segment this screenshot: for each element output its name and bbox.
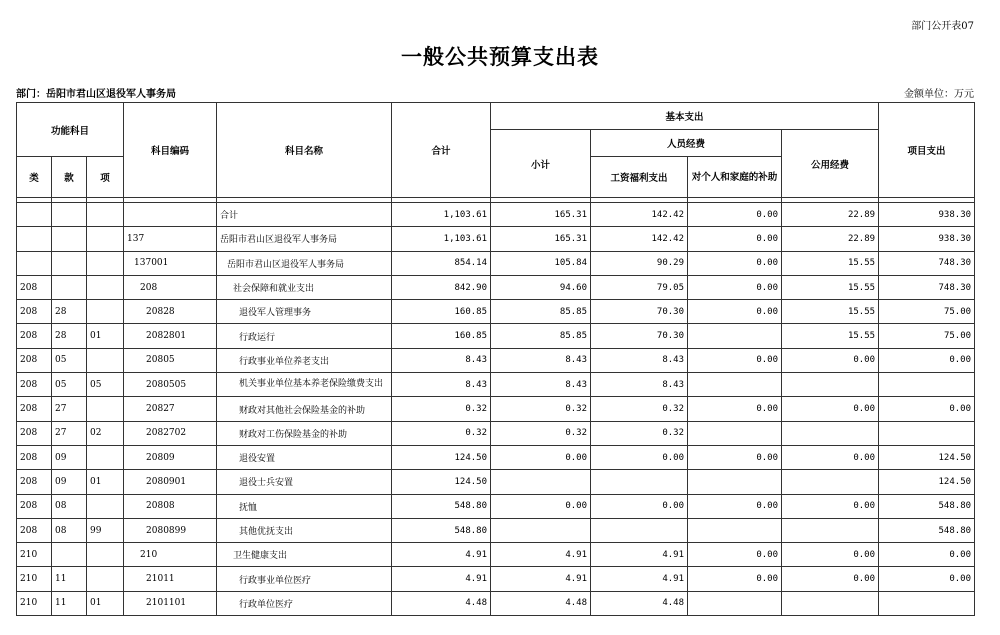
cell-xiang: [87, 567, 124, 591]
cell-subtotal: 0.32: [491, 397, 591, 421]
cell-subtotal: 4.91: [491, 543, 591, 567]
cell-code: 20809: [124, 445, 217, 469]
cell-project: 748.30: [879, 251, 975, 275]
cell-subtotal: [491, 470, 591, 494]
cell-lei: 208: [17, 421, 52, 445]
cell-public: 0.00: [782, 445, 879, 469]
cell-public: 0.00: [782, 543, 879, 567]
cell-kuan: [52, 275, 87, 299]
cell-salary: 0.32: [591, 397, 688, 421]
cell-total: 4.91: [392, 567, 491, 591]
cell-total: 4.48: [392, 591, 491, 615]
cell-total: 1,103.61: [392, 203, 491, 227]
cell-salary: 0.00: [591, 494, 688, 518]
cell-total: 0.32: [392, 421, 491, 445]
cell-name: 退役安置: [217, 445, 392, 469]
cell-kuan: 08: [52, 518, 87, 542]
cell-code: 2080901: [124, 470, 217, 494]
cell-name: 行政事业单位医疗: [217, 567, 392, 591]
header-basic: 基本支出: [491, 103, 879, 130]
cell-subsidy: [688, 421, 782, 445]
cell-lei: 208: [17, 275, 52, 299]
cell-public: [782, 591, 879, 615]
cell-name: 行政单位医疗: [217, 591, 392, 615]
cell-name: 其他优抚支出: [217, 518, 392, 542]
cell-project: 75.00: [879, 300, 975, 324]
cell-name: 退役士兵安置: [217, 470, 392, 494]
header-kuan: 款: [52, 157, 87, 198]
cell-subsidy: 0.00: [688, 203, 782, 227]
cell-subsidy: [688, 518, 782, 542]
cell-total: 8.43: [392, 373, 491, 397]
cell-salary: 70.30: [591, 300, 688, 324]
table-row: [17, 227, 975, 251]
cell-code: 2080899: [124, 518, 217, 542]
table-row: [17, 373, 975, 397]
cell-project: 548.80: [879, 494, 975, 518]
cell-lei: 208: [17, 300, 52, 324]
table-row: [17, 203, 975, 227]
cell-subsidy: 0.00: [688, 397, 782, 421]
cell-lei: 210: [17, 543, 52, 567]
cell-subsidy: 0.00: [688, 494, 782, 518]
cell-salary: 79.05: [591, 275, 688, 299]
cell-public: [782, 421, 879, 445]
cell-project: [879, 591, 975, 615]
cell-project: [879, 421, 975, 445]
cell-code: 2101101: [124, 591, 217, 615]
cell-kuan: 09: [52, 470, 87, 494]
header-total: 合计: [392, 103, 491, 198]
cell-total: 548.80: [392, 494, 491, 518]
cell-total: 4.91: [392, 543, 491, 567]
cell-lei: 208: [17, 445, 52, 469]
cell-salary: 90.29: [591, 251, 688, 275]
cell-xiang: [87, 203, 124, 227]
cell-lei: 208: [17, 470, 52, 494]
cell-project: 748.30: [879, 275, 975, 299]
cell-xiang: [87, 348, 124, 372]
header-func: 功能科目: [17, 103, 124, 157]
cell-project: 0.00: [879, 567, 975, 591]
cell-kuan: 09: [52, 445, 87, 469]
header-salary: 工资福利支出: [591, 157, 688, 198]
cell-public: 22.89: [782, 227, 879, 251]
cell-kuan: 28: [52, 300, 87, 324]
cell-subtotal: 4.48: [491, 591, 591, 615]
cell-name: 财政对工伤保险基金的补助: [217, 421, 392, 445]
table-row: [17, 300, 975, 324]
cell-lei: [17, 251, 52, 275]
cell-kuan: 05: [52, 373, 87, 397]
cell-subsidy: [688, 324, 782, 348]
header-subtotal: 小计: [491, 130, 591, 198]
cell-lei: 208: [17, 397, 52, 421]
page-title: 一般公共预算支出表: [401, 44, 599, 69]
cell-salary: 70.30: [591, 324, 688, 348]
cell-xiang: [87, 300, 124, 324]
cell-subtotal: 85.85: [491, 324, 591, 348]
cell-salary: 142.42: [591, 203, 688, 227]
cell-salary: 4.48: [591, 591, 688, 615]
header-project: 项目支出: [879, 103, 975, 198]
cell-kuan: 27: [52, 421, 87, 445]
cell-subtotal: 94.60: [491, 275, 591, 299]
cell-project: 124.50: [879, 445, 975, 469]
cell-xiang: 01: [87, 324, 124, 348]
unit-label: 金额单位：万元: [904, 89, 974, 100]
cell-total: 8.43: [392, 348, 491, 372]
cell-kuan: [52, 203, 87, 227]
table-row: [17, 470, 975, 494]
cell-name: 机关事业单位基本养老保险缴费支出: [217, 373, 392, 397]
table-row: [17, 567, 975, 591]
cell-code: 20828: [124, 300, 217, 324]
cell-project: 124.50: [879, 470, 975, 494]
cell-total: 548.80: [392, 518, 491, 542]
cell-name: 岳阳市君山区退役军人事务局: [217, 251, 392, 275]
cell-kuan: [52, 543, 87, 567]
cell-subsidy: 0.00: [688, 543, 782, 567]
cell-subsidy: [688, 470, 782, 494]
cell-total: 0.32: [392, 397, 491, 421]
table-row: [17, 591, 975, 615]
table-row: [17, 421, 975, 445]
header-personnel: 人员经费: [591, 130, 782, 157]
cell-xiang: [87, 275, 124, 299]
cell-total: 842.90: [392, 275, 491, 299]
cell-kuan: 11: [52, 567, 87, 591]
cell-public: 22.89: [782, 203, 879, 227]
cell-subtotal: 0.32: [491, 421, 591, 445]
cell-name: 社会保障和就业支出: [217, 275, 392, 299]
cell-xiang: [87, 227, 124, 251]
cell-code: 20808: [124, 494, 217, 518]
cell-public: 0.00: [782, 397, 879, 421]
cell-xiang: [87, 445, 124, 469]
cell-subsidy: [688, 373, 782, 397]
cell-public: 15.55: [782, 275, 879, 299]
cell-name: 财政对其他社会保险基金的补助: [217, 397, 392, 421]
cell-name: 抚恤: [217, 494, 392, 518]
cell-public: [782, 470, 879, 494]
cell-salary: 0.00: [591, 445, 688, 469]
cell-code: 2082801: [124, 324, 217, 348]
cell-salary: 0.32: [591, 421, 688, 445]
table-row: [17, 445, 975, 469]
cell-subtotal: 165.31: [491, 203, 591, 227]
cell-subtotal: 0.00: [491, 494, 591, 518]
table-body: [17, 198, 975, 616]
cell-lei: 210: [17, 567, 52, 591]
table-row: [17, 543, 975, 567]
cell-subtotal: 8.43: [491, 348, 591, 372]
table-row: [17, 348, 975, 372]
cell-salary: [591, 518, 688, 542]
cell-name: 卫生健康支出: [217, 543, 392, 567]
cell-name: 退役军人管理事务: [217, 300, 392, 324]
cell-salary: 142.42: [591, 227, 688, 251]
cell-name: 岳阳市君山区退役军人事务局: [217, 227, 392, 251]
cell-kuan: 05: [52, 348, 87, 372]
cell-public: 0.00: [782, 567, 879, 591]
cell-public: 15.55: [782, 251, 879, 275]
cell-lei: 208: [17, 348, 52, 372]
header-subsidy: 对个人和家庭的补助: [688, 157, 782, 198]
cell-total: 124.50: [392, 445, 491, 469]
cell-project: 938.30: [879, 227, 975, 251]
cell-total: 160.85: [392, 324, 491, 348]
cell-subtotal: 0.00: [491, 445, 591, 469]
table-row: [17, 518, 975, 542]
cell-project: 548.80: [879, 518, 975, 542]
cell-total: 124.50: [392, 470, 491, 494]
cell-subsidy: [688, 591, 782, 615]
cell-lei: [17, 227, 52, 251]
cell-name: 行政事业单位养老支出: [217, 348, 392, 372]
department-label: 部门：岳阳市君山区退役军人事务局: [16, 89, 176, 100]
cell-xiang: 02: [87, 421, 124, 445]
cell-code: 20827: [124, 397, 217, 421]
cell-public: [782, 518, 879, 542]
cell-project: 75.00: [879, 324, 975, 348]
cell-public: 15.55: [782, 300, 879, 324]
cell-xiang: [87, 494, 124, 518]
cell-subsidy: 0.00: [688, 227, 782, 251]
cell-kuan: [52, 227, 87, 251]
cell-lei: 208: [17, 373, 52, 397]
cell-code: 20805: [124, 348, 217, 372]
cell-salary: 8.43: [591, 348, 688, 372]
cell-code: 2082702: [124, 421, 217, 445]
cell-name: 合计: [217, 203, 392, 227]
cell-subsidy: 0.00: [688, 251, 782, 275]
cell-subsidy: 0.00: [688, 275, 782, 299]
cell-salary: 4.91: [591, 567, 688, 591]
cell-code: 2080505: [124, 373, 217, 397]
cell-total: 854.14: [392, 251, 491, 275]
cell-xiang: 99: [87, 518, 124, 542]
cell-public: [782, 373, 879, 397]
cell-project: 0.00: [879, 397, 975, 421]
table-row: [17, 494, 975, 518]
cell-code: 208: [124, 275, 217, 299]
form-number: 部门公开表07: [911, 21, 974, 32]
cell-subtotal: 165.31: [491, 227, 591, 251]
cell-kuan: 11: [52, 591, 87, 615]
cell-code: [124, 203, 217, 227]
cell-xiang: 01: [87, 591, 124, 615]
table-row: [17, 324, 975, 348]
cell-code: 21011: [124, 567, 217, 591]
cell-public: 15.55: [782, 324, 879, 348]
cell-subtotal: 8.43: [491, 373, 591, 397]
cell-code: 137: [124, 227, 217, 251]
cell-subtotal: 105.84: [491, 251, 591, 275]
cell-project: 0.00: [879, 348, 975, 372]
cell-xiang: 01: [87, 470, 124, 494]
cell-salary: [591, 470, 688, 494]
cell-lei: 208: [17, 518, 52, 542]
cell-xiang: [87, 397, 124, 421]
header-xiang: 项: [87, 157, 124, 198]
header-name: 科目名称: [217, 103, 392, 198]
cell-subsidy: 0.00: [688, 445, 782, 469]
cell-kuan: 28: [52, 324, 87, 348]
cell-public: 0.00: [782, 494, 879, 518]
cell-total: 1,103.61: [392, 227, 491, 251]
budget-table: [16, 102, 975, 616]
cell-public: 0.00: [782, 348, 879, 372]
table-row: [17, 397, 975, 421]
cell-name: 行政运行: [217, 324, 392, 348]
cell-code: 210: [124, 543, 217, 567]
cell-subtotal: [491, 518, 591, 542]
cell-subsidy: 0.00: [688, 300, 782, 324]
cell-project: [879, 373, 975, 397]
cell-total: 160.85: [392, 300, 491, 324]
cell-kuan: [52, 251, 87, 275]
header-lei: 类: [17, 157, 52, 198]
cell-salary: 4.91: [591, 543, 688, 567]
cell-lei: 208: [17, 324, 52, 348]
cell-kuan: 08: [52, 494, 87, 518]
table-row: [17, 251, 975, 275]
cell-xiang: [87, 251, 124, 275]
cell-xiang: 05: [87, 373, 124, 397]
cell-subsidy: 0.00: [688, 348, 782, 372]
cell-lei: 210: [17, 591, 52, 615]
cell-lei: [17, 203, 52, 227]
header-public: 公用经费: [782, 130, 879, 198]
cell-code: 137001: [124, 251, 217, 275]
cell-project: 938.30: [879, 203, 975, 227]
cell-project: 0.00: [879, 543, 975, 567]
cell-subtotal: 4.91: [491, 567, 591, 591]
header-code: 科目编码: [124, 103, 217, 198]
table-row: [17, 275, 975, 299]
cell-subsidy: 0.00: [688, 567, 782, 591]
cell-xiang: [87, 543, 124, 567]
cell-subtotal: 85.85: [491, 300, 591, 324]
cell-salary: 8.43: [591, 373, 688, 397]
cell-kuan: 27: [52, 397, 87, 421]
cell-lei: 208: [17, 494, 52, 518]
